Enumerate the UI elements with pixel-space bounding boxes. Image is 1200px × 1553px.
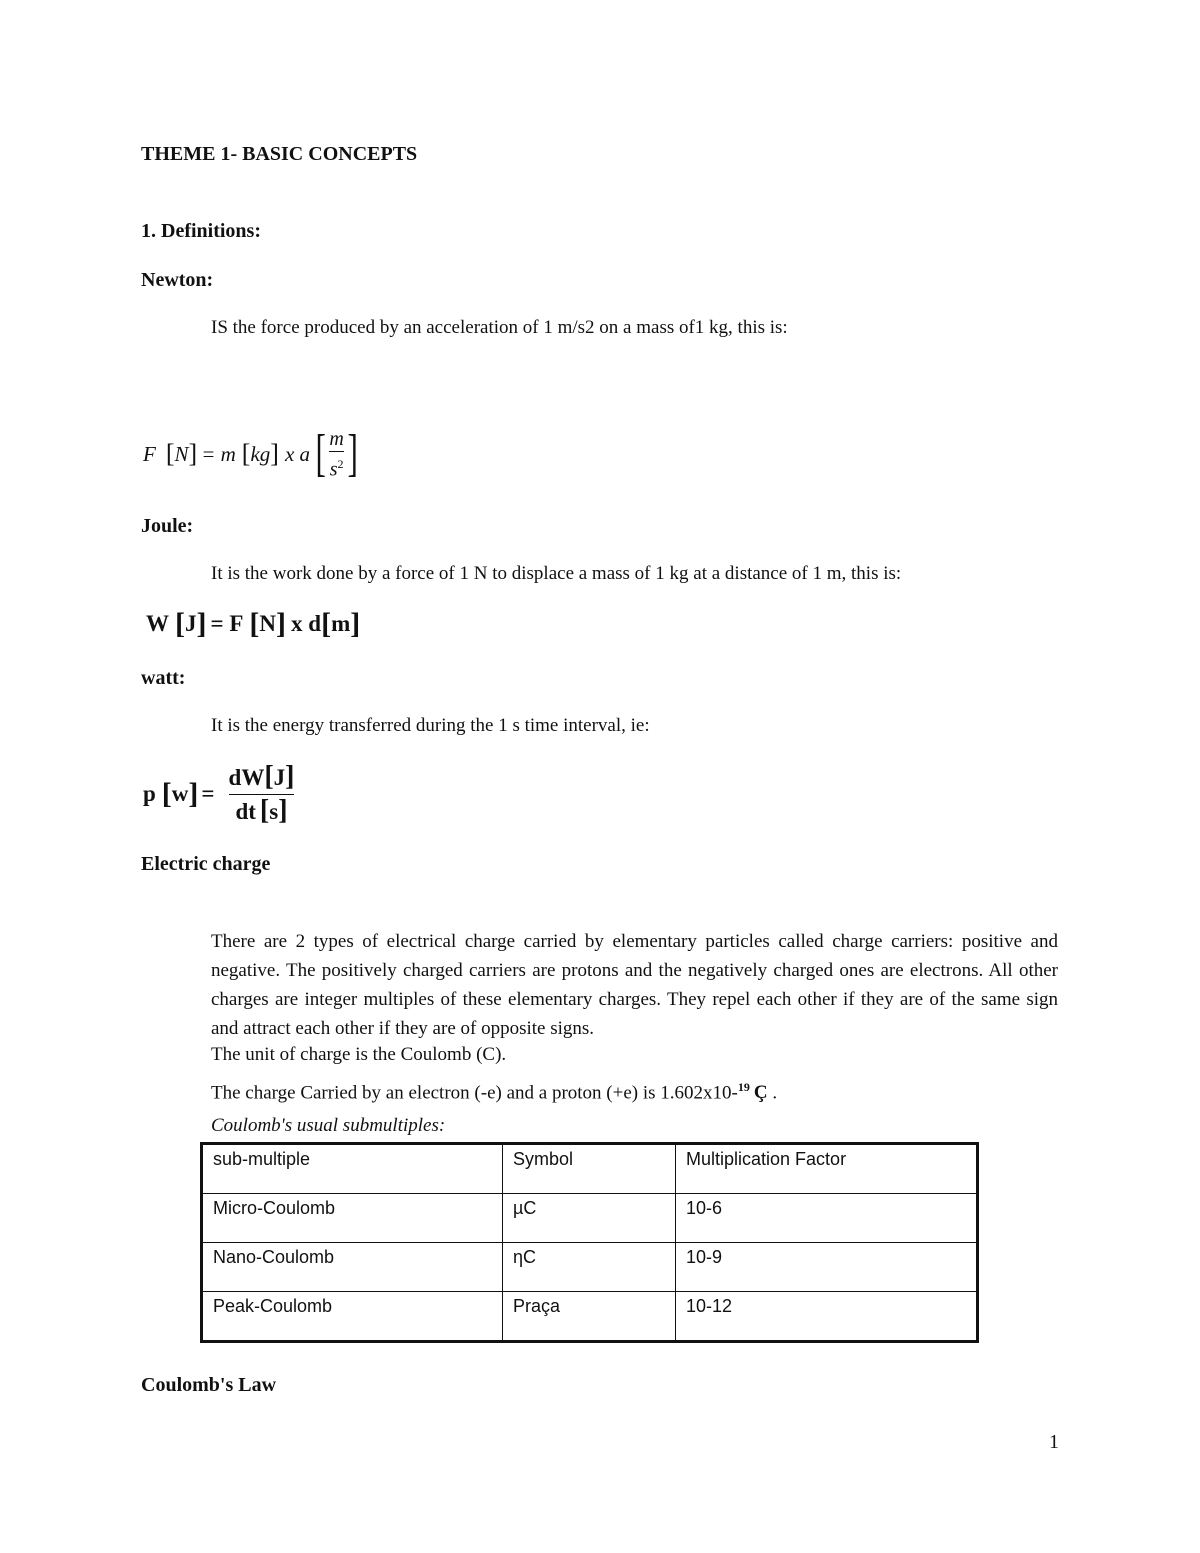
newton-equation: F [ N ] = m [ kg ] x a [ $\frac{m}{s^2}$ ] [143,425,358,482]
table-header-row [202,1144,978,1194]
table-cell: ηC [503,1243,676,1292]
joule-text: It is the work done by a force of 1 N to displace a mass of 1 kg at a distance of 1 m, this is: [211,563,902,584]
table-cell: Nano-Coulomb [202,1243,503,1292]
watt-heading: watt: [141,667,186,689]
eq-num: m [329,427,344,450]
watt-equation: p [ w ] = $\frac{dW[J]}{dt [s]}$ [143,760,295,826]
joule-equation: W [ J ] = F [ N ] x d [ m ] [146,607,361,640]
newton-heading: Newton: [141,269,214,291]
eq-dt: dt [235,798,256,824]
charge-paragraph: There are 2 types of electrical charge carried by elementary particles called charge carriers: positive and negative. The positively charged carriers are protons and the negatively charged ones are electrons. All other charges are integer multiples of these elementary charges. They repel each other if they are of the same sign and attract each other if they are of opposite signs. [211,931,1058,1039]
newton-text: IS the force produced by an acceleration of 1 m/s2 on a mass of1 kg, this is: [211,317,788,338]
table-cell: 10-6 [676,1194,978,1243]
charge-carried: The charge Carried by an electron (-e) and a proton (+e) is 1.602x10- [211,1082,738,1104]
table-cell: Praça [503,1292,676,1342]
table-cell: 10-9 [676,1243,978,1292]
eq-w-unit: w [171,781,189,806]
table-header-cell: Symbol [503,1144,676,1194]
table-header-cell: Multiplication Factor [676,1144,978,1194]
eq-times-a: x a [284,441,311,466]
eq-equals: = [201,781,215,806]
table-caption: Coulomb's usual submultiples: [211,1115,446,1136]
table-cell: Micro-Coulomb [202,1194,503,1243]
eq-den-sup: 2 [337,456,344,471]
eq-equals-f: = F [210,611,244,636]
section-heading: 1. Definitions: [141,220,261,242]
eq-accel-fraction [329,427,343,482]
table-row [202,1243,978,1292]
eq-joule-unit: J [185,611,197,636]
eq-work: W [146,611,169,636]
eq-force: F [143,441,156,466]
table-row [202,1194,978,1243]
watt-text: It is the energy transferred during the 1 s time interval, ie: [211,715,650,736]
page-number: 1 [1049,1431,1059,1453]
eq-j-unit: J [273,764,286,790]
eq-times-d: x d [291,611,322,636]
table-cell: Peak-Coulomb [202,1292,503,1342]
charge-exponent: 19 [737,1080,750,1094]
eq-newton-unit: N [174,441,189,466]
submultiples-table [200,1142,979,1343]
eq-den: s [329,458,338,481]
eq-power-fraction: $\frac{dW[J]}{dt [s]}$ [228,760,295,826]
table-header-cell: sub-multiple [202,1144,503,1194]
table-cell: µC [503,1194,676,1243]
charge-end: . [767,1082,778,1104]
eq-equals-m: = m [201,441,236,466]
charge-value-text [211,1080,777,1104]
coulomb-law-heading: Coulomb's Law [141,1374,277,1396]
table-row [202,1292,978,1342]
charge-unit-text: The unit of charge is the Coulomb (C). [211,1044,507,1065]
charge-symbol: Ç [753,1082,768,1104]
eq-m-unit: m [331,611,351,636]
eq-n-unit: N [259,611,277,636]
eq-kg-unit: kg [250,441,271,466]
table-cell: 10-12 [676,1292,978,1342]
page-title: THEME 1- BASIC CONCEPTS [141,143,418,165]
joule-heading: Joule: [141,515,194,537]
charge-heading: Electric charge [141,853,271,875]
eq-dw: dW [228,764,265,790]
eq-s-unit: s [269,798,279,824]
eq-power: p [143,781,156,806]
